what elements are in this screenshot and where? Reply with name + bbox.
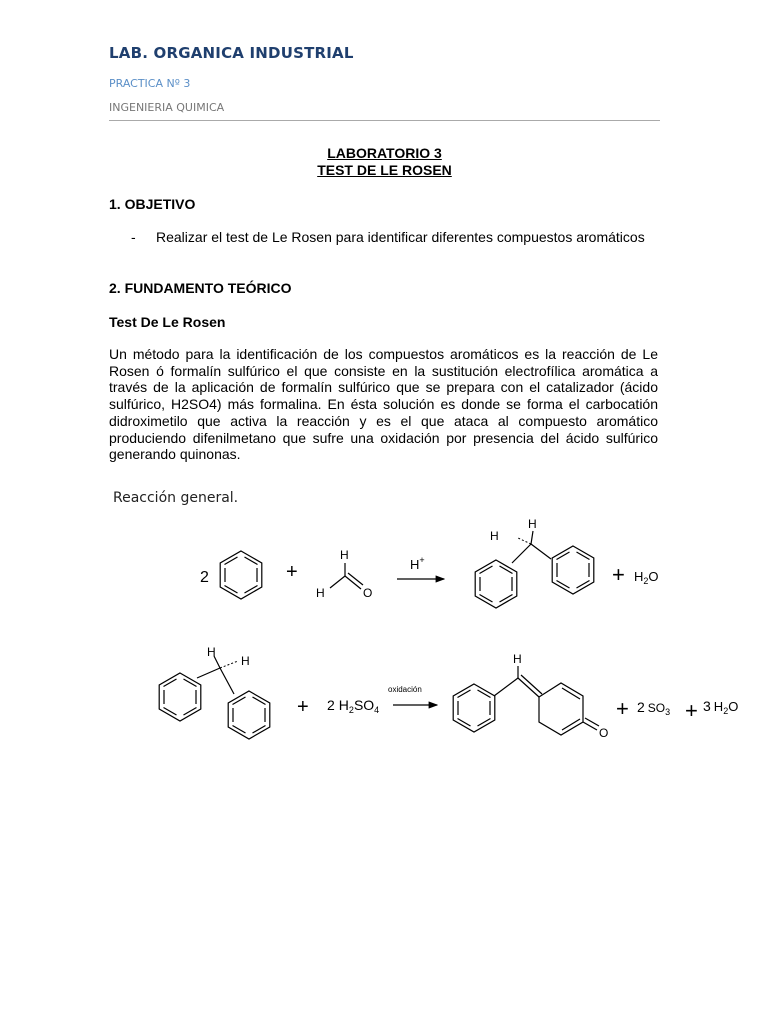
r1-catalyst: H+ xyxy=(410,555,425,572)
section-fundamento-heading: 2. FUNDAMENTO TEÓRICO xyxy=(109,280,292,296)
r1-coefficient: 2 xyxy=(200,569,209,586)
methide-h: H xyxy=(513,652,522,666)
reaction-label: Reacción general. xyxy=(113,490,239,506)
r2-ch2-h-2: H xyxy=(241,654,250,668)
r2-plus-2: + xyxy=(616,696,629,721)
benzene-ring xyxy=(220,551,262,599)
formaldehyde-h-top: H xyxy=(340,548,349,562)
quinone-o: O xyxy=(599,726,609,740)
formaldehyde-o: O xyxy=(363,586,373,600)
quinone-methide-product xyxy=(453,652,608,740)
document-title-line2: TEST DE LE ROSEN xyxy=(317,162,452,178)
r2-ch2-h-1: H xyxy=(207,645,216,659)
program-header: INGENIERIA QUIMICA xyxy=(109,101,225,114)
sulfuric-acid: 2 $H_2SO_4$ xyxy=(327,697,380,715)
section-objetivo-heading: 1. OBJETIVO xyxy=(109,196,196,212)
r1-plus-1: + xyxy=(286,561,298,583)
diphenylmethane-product xyxy=(475,517,594,608)
r2-plus-3: + xyxy=(685,698,698,723)
r2-water: 3 $H_2O$ xyxy=(703,698,739,716)
formaldehyde-h-left: H xyxy=(316,586,325,600)
ch2-h-2: H xyxy=(490,529,499,543)
reaction-1 xyxy=(200,517,659,608)
oxidation-label: oxidación xyxy=(388,685,422,694)
diphenylmethane-reactant xyxy=(159,645,270,739)
theory-paragraph: Un método para la identificación de los compuestos aromáticos es la reacción de Le Rosen ó formalín sulfúrico el que consiste en la sustitución electrofílica aromática a través de la aplicación de formalín sulfúrico que se prepara con el catalizador (ácido sulfúrico, H2SO4) más formalina. En ésta solución es donde se forma el carbocatión didroximetilo que activa la reacción y es el que ataca al compuesto aromático produciendo difenilmetano que sufre una oxidación por presencia del ácido sulfúrico generando quinonas. xyxy=(109,346,658,463)
test-subheading: Test De Le Rosen xyxy=(109,314,226,330)
objective-bullet: Realizar el test de Le Rosen para identificar diferentes compuestos aromáticos xyxy=(156,229,645,245)
r1-plus-2: + xyxy=(612,562,625,587)
practice-header: PRACTICA Nº 3 xyxy=(109,77,191,90)
formaldehyde xyxy=(316,548,372,600)
r2-plus-1: + xyxy=(297,696,309,718)
bullet-marker: - xyxy=(131,229,136,245)
lab-header: LAB. ORGANICA INDUSTRIAL xyxy=(109,44,354,62)
sulfur-trioxide: 2 $SO_3$ xyxy=(637,699,671,717)
document-title-line1: LABORATORIO 3 xyxy=(327,145,442,161)
r1-water: $H_2O$ xyxy=(634,569,659,586)
ch2-h-1: H xyxy=(528,517,537,531)
reaction-2 xyxy=(159,645,738,740)
